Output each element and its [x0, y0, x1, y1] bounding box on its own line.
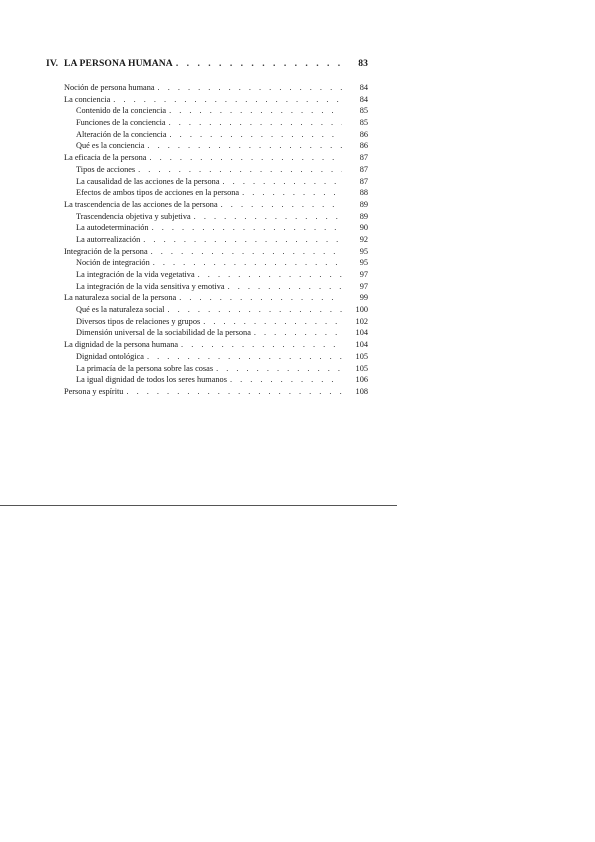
- dot-leader: [216, 363, 342, 375]
- chapter-title: LA PERSONA HUMANA: [64, 58, 173, 69]
- dot-leader: [126, 386, 342, 398]
- toc-subentry: [64, 140, 368, 152]
- toc-entry-page-number: 89: [359, 211, 368, 221]
- toc-entry-label: La conciencia: [64, 94, 111, 104]
- toc-entry-label: Qué es la conciencia: [76, 141, 145, 151]
- dot-leader: [149, 152, 342, 164]
- toc-entry-page-number: 97: [359, 281, 368, 291]
- toc-entry-page-number: 87: [359, 164, 368, 174]
- toc-entry-label: La naturaleza social de la persona: [64, 293, 177, 303]
- toc-subentry: [64, 257, 368, 269]
- toc-subentry: [64, 363, 368, 375]
- toc-entry-page-number: 95: [359, 258, 368, 268]
- toc-entry-label: Dimensión universal de la sociabilidad de la persona: [76, 328, 251, 338]
- dot-leader: [170, 129, 342, 141]
- dot-leader: [242, 187, 342, 199]
- toc-entry: [64, 292, 368, 304]
- toc-entry-page-number: 102: [355, 316, 368, 326]
- toc-subentry: [64, 269, 368, 281]
- dot-leader: [151, 246, 342, 258]
- toc-entry-page-number: 99: [359, 293, 368, 303]
- chapter-page-number: 83: [358, 58, 368, 69]
- dot-leader: [169, 117, 342, 129]
- toc-entry-label: Tipos de acciones: [76, 164, 136, 174]
- toc-entry-label: La eficacia de la persona: [64, 153, 147, 163]
- dot-leader: [113, 94, 342, 106]
- toc-subentry: [64, 351, 368, 363]
- toc-entry-page-number: 88: [359, 188, 368, 198]
- toc-entry-page-number: 87: [359, 153, 368, 163]
- toc-entry-page-number: 108: [355, 386, 368, 396]
- toc-entry-label: Efectos de ambos tipos de acciones en la persona: [76, 188, 240, 198]
- dot-leader: [169, 105, 342, 117]
- toc-entry-label: La trascendencia de las acciones de la persona: [64, 199, 218, 209]
- toc-entry-label: Noción de persona humana: [64, 83, 155, 92]
- toc-entry-page-number: 84: [359, 94, 368, 104]
- dot-leader: [203, 316, 342, 328]
- dot-leader: [181, 339, 342, 351]
- dot-leader: [153, 257, 342, 269]
- toc-entry: [64, 82, 368, 94]
- chapter-number: IV.: [46, 58, 59, 69]
- toc-subentry: [64, 164, 368, 176]
- toc-entry: [64, 152, 368, 164]
- toc-entry-label: La igual dignidad de todos los seres humanos: [76, 375, 227, 385]
- toc-entry: [64, 94, 368, 106]
- toc-entry-label: La integración de la vida vegetativa: [76, 270, 195, 279]
- toc-subentry: [64, 176, 368, 188]
- dot-leader: [143, 234, 342, 246]
- dot-leader: [152, 222, 342, 234]
- toc-entry: [64, 246, 368, 258]
- chapter-heading: [46, 58, 368, 70]
- toc-entry-label: Integración de la persona: [64, 246, 148, 256]
- toc-entry-label: La autorrealización: [76, 234, 141, 244]
- toc-subentry: [64, 234, 368, 246]
- toc-entry-page-number: 85: [359, 106, 368, 116]
- toc-subentry: [64, 281, 368, 293]
- dot-leader: [147, 351, 342, 363]
- dot-leader: [221, 199, 342, 211]
- toc-entry-label: Persona y espíritu: [64, 386, 124, 396]
- toc-entry: [64, 339, 368, 351]
- toc-subentry: [64, 304, 368, 316]
- toc-subentry: [64, 374, 368, 386]
- toc-entry: [64, 199, 368, 211]
- dot-leader: [167, 304, 342, 316]
- toc-entry-page-number: 95: [359, 246, 368, 256]
- toc-entry-label: Contenido de la conciencia: [76, 106, 167, 116]
- toc-entry-page-number: 86: [359, 141, 368, 151]
- toc-subentry: [64, 211, 368, 223]
- toc-entry-label: Diversos tipos de relaciones y grupos: [76, 316, 201, 326]
- toc-entry-label: Trascendencia objetiva y subjetiva: [76, 211, 191, 221]
- dot-leader: [254, 327, 342, 339]
- toc-subentry: [64, 129, 368, 141]
- toc-entry-label: La dignidad de la persona humana: [64, 340, 179, 350]
- toc-subentry: [64, 222, 368, 234]
- dot-leader: [223, 176, 342, 188]
- toc-entry: [64, 386, 368, 398]
- toc-subentry: [64, 117, 368, 129]
- toc-entry-label: Dignidad ontológica: [76, 351, 144, 361]
- dot-leader: [158, 82, 342, 94]
- toc-subentry: [64, 316, 368, 328]
- dot-leader: [147, 140, 342, 152]
- toc-entry-page-number: 105: [355, 363, 368, 373]
- dot-leader: [138, 164, 342, 176]
- toc-entry-page-number: 100: [355, 305, 368, 315]
- toc-subentry: [64, 187, 368, 199]
- page-divider-line: [0, 505, 397, 506]
- toc-entry-page-number: 97: [359, 270, 368, 279]
- toc-entry-label: Qué es la naturaleza social: [76, 305, 165, 315]
- dot-leader: [230, 374, 342, 386]
- toc-entry-label: Funciones de la conciencia: [76, 118, 166, 128]
- dot-leader: [179, 292, 342, 304]
- toc-entry-page-number: 86: [359, 129, 368, 139]
- toc-entry-label: Alteración de la conciencia: [76, 129, 167, 139]
- toc-entry-page-number: 89: [359, 199, 368, 209]
- toc-entry-page-number: 105: [355, 351, 368, 361]
- dot-leader: [194, 211, 342, 223]
- toc-entry-label: Noción de integración: [76, 258, 150, 268]
- toc-entry-page-number: 87: [359, 176, 368, 186]
- toc-entry-page-number: 104: [355, 328, 368, 338]
- toc-entry-page-number: 90: [359, 223, 368, 233]
- toc-entries: [46, 82, 368, 398]
- toc-entry-label: La autodeterminación: [76, 223, 149, 233]
- toc-entry-page-number: 84: [359, 83, 368, 92]
- dot-leader: [176, 58, 342, 70]
- dot-leader: [198, 269, 342, 281]
- table-of-contents: [46, 58, 368, 398]
- toc-entry-page-number: 104: [355, 340, 368, 350]
- toc-subentry: [64, 105, 368, 117]
- dot-leader: [228, 281, 342, 293]
- toc-entry-label: La integración de la vida sensitiva y emotiva: [76, 281, 225, 291]
- toc-entry-page-number: 85: [359, 118, 368, 128]
- toc-entry-label: La causalidad de las acciones de la persona: [76, 176, 220, 186]
- toc-entry-page-number: 106: [355, 375, 368, 385]
- toc-subentry: [64, 327, 368, 339]
- toc-entry-page-number: 92: [359, 234, 368, 244]
- toc-entry-label: La primacía de la persona sobre las cosas: [76, 363, 214, 373]
